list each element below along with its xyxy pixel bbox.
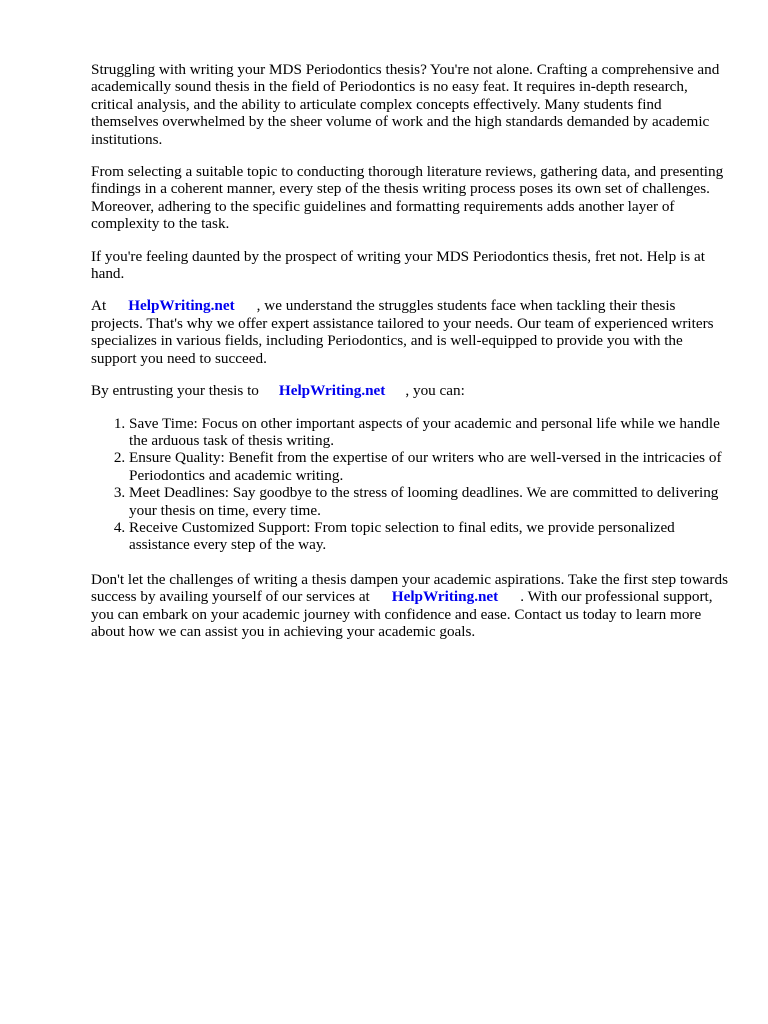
closing-text: . With our professional support, you can embark on your academic journey with confidence and ease. Contact us today to learn more about how we can assist you in achieving your academic goals.	[91, 588, 713, 640]
entrust-paragraph	[91, 382, 731, 399]
helpwriting-link[interactable]: HelpWriting.net	[278, 382, 386, 400]
closing-paragraph	[91, 571, 731, 641]
intro-paragraph: Struggling with writing your MDS Periodontics thesis? You're not alone. Crafting a comprehensive and academically sound thesis in the field of Periodontics is no easy feat. It requires in-depth research, critical analysis, and the ability to articulate complex concepts effectively. Many students find themselves overwhelmed by the sheer volume of work and the high standards demanded by academic institutions.	[91, 61, 720, 148]
list-item: 1. Save Time: Focus on other important aspects of your academic and personal life while we handle the arduous task of thesis writing.	[129, 415, 731, 450]
entrust-lead: By entrusting your thesis to	[91, 382, 259, 400]
entrust-tail: , you can:	[405, 382, 465, 400]
service-intro-text: , we understand the struggles students face when tackling their thesis projects. That's why we offer expert assistance tailored to your needs. Our team of experienced writers specializes in various fields, including Periodontics, and is well-equipped to provide you with the support you need to succeed.	[91, 297, 714, 367]
list-item: 4. Receive Customized Support: From topic selection to final edits, we provide personalized assistance every step of the way.	[129, 519, 731, 554]
helpwriting-link[interactable]: HelpWriting.net	[391, 588, 499, 606]
challenges-paragraph: From selecting a suitable topic to conducting thorough literature reviews, gathering data, and presenting findings in a coherent manner, every step of the thesis writing process poses its own set of challenges. Moreover, adhering to the specific guidelines and formatting requirements adds another layer of complexity to the task.	[91, 163, 724, 233]
document-body	[91, 61, 731, 655]
helpwriting-link[interactable]: HelpWriting.net	[128, 297, 235, 315]
service-intro-paragraph	[91, 297, 731, 367]
benefits-list	[91, 415, 731, 554]
list-item: 2. Ensure Quality: Benefit from the expertise of our writers who are well-versed in the intricacies of Periodontics and academic writing.	[129, 449, 731, 484]
help-at-hand-paragraph: If you're feeling daunted by the prospect of writing your MDS Periodontics thesis, fret not. Help is at hand.	[91, 247, 705, 283]
closing-lead: Don't let the challenges of writing a thesis dampen your academic aspirations. Take the first step towards success by availing yourself of our services at	[91, 570, 728, 606]
list-item: 3. Meet Deadlines: Say goodbye to the stress of looming deadlines. We are committed to delivering your thesis on time, every time.	[129, 484, 731, 519]
service-intro-lead: At	[91, 297, 107, 315]
